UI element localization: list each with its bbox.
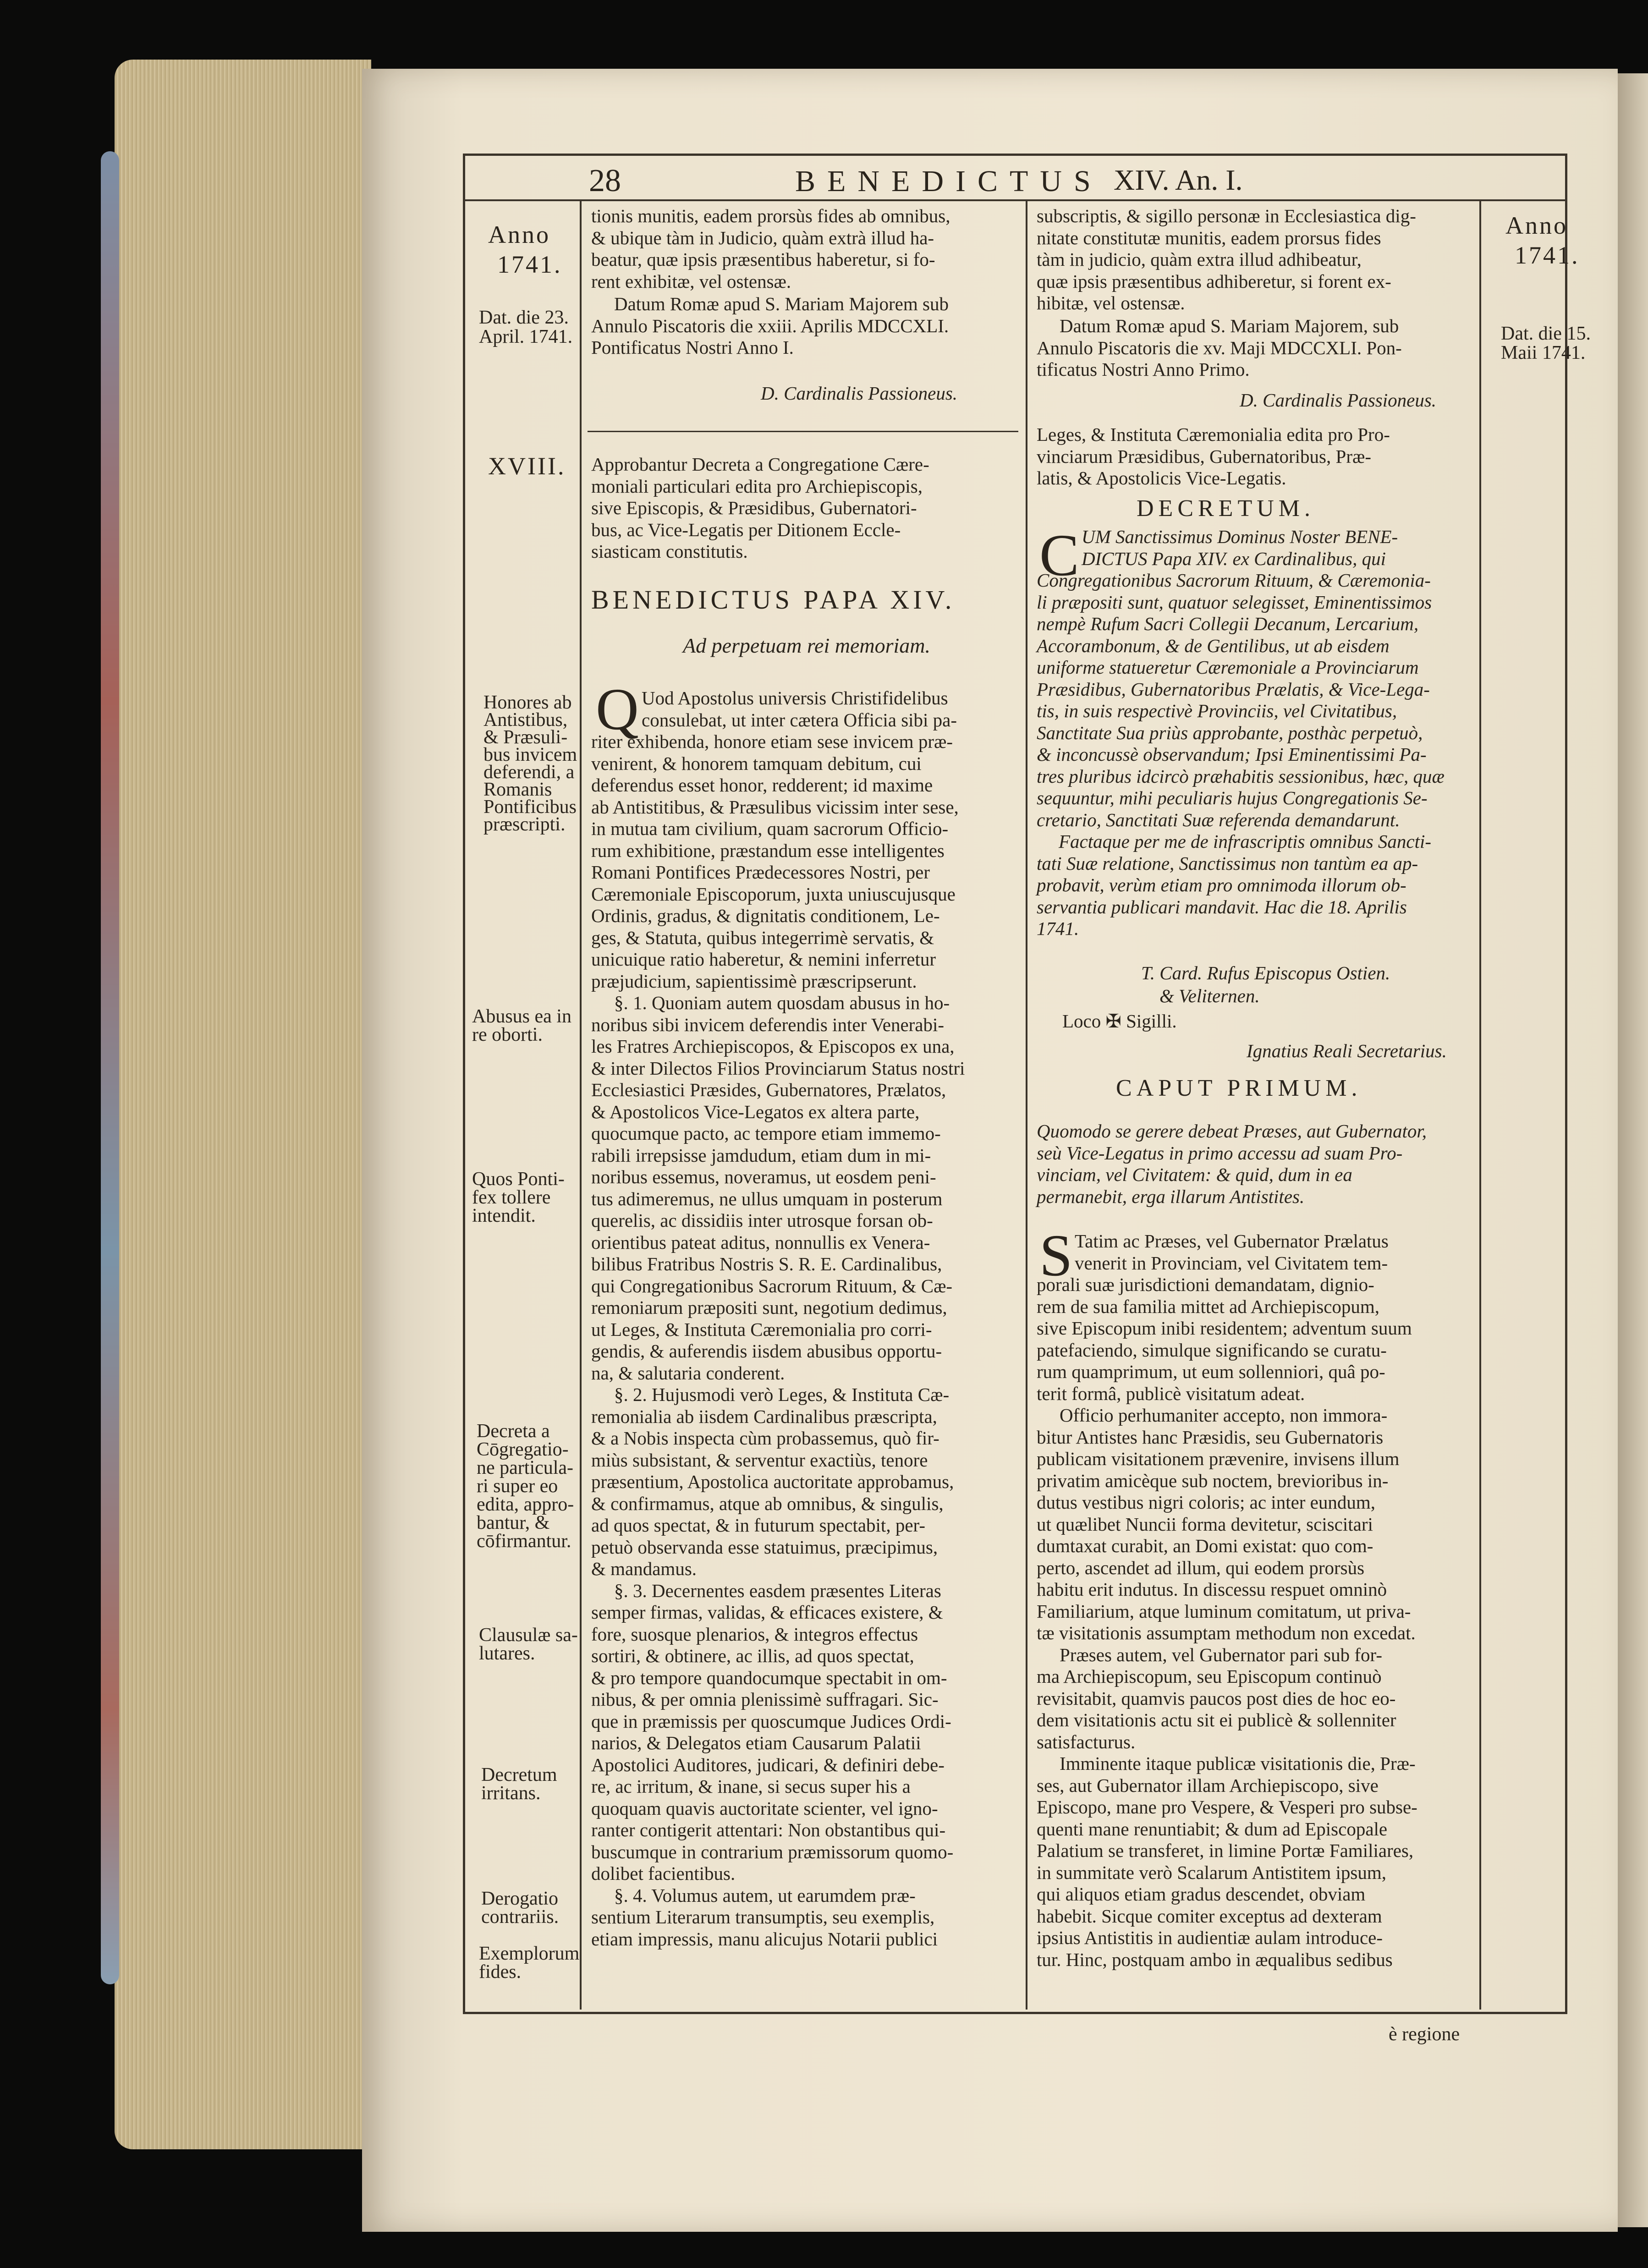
datum-line: Datum Romæ apud S. Mariam Majorem, sub xyxy=(1060,315,1399,336)
text-line: præsentium, Apostolica auctoritate approbamus, xyxy=(591,1471,954,1492)
note-line: bantur, & xyxy=(477,1512,550,1533)
text-line: terit formâ, publicè visitatum adeat. xyxy=(1037,1383,1305,1404)
text-line: publicam visitationem prævenire, invisens illum xyxy=(1037,1448,1400,1469)
summary-line: sive Episcopis, & Præsidibus, Gubernatori- xyxy=(591,497,917,518)
decretum-line: DICTUS Papa XIV. ex Cardinalibus, qui xyxy=(1082,548,1386,569)
drop-cap: C xyxy=(1039,522,1079,588)
text-line: querelis, ac dissidiis inter utrosque forsan ob- xyxy=(591,1210,933,1231)
leges-line: latis, & Apostolicis Vice-Legatis. xyxy=(1037,467,1286,489)
text-line: præjudicium, sapientissimè præscripserunt. xyxy=(591,970,917,992)
text-line: Tatim ac Præses, vel Gubernator Prælatus xyxy=(1075,1230,1389,1252)
text-line: ses, aut Gubernator illam Archiepiscopo, sive xyxy=(1037,1774,1379,1796)
note-line: deferendi, a xyxy=(483,762,575,783)
note-line: bus invicem xyxy=(483,744,577,765)
note-line: Exemplorum xyxy=(479,1943,580,1964)
text-line: deferendus esset honor, redderent; id maxime xyxy=(591,774,933,796)
text-line: privatim amicèque sub noctem, brevioribus in- xyxy=(1037,1470,1389,1491)
summary-line: moniali particulari edita pro Archiepiscopis, xyxy=(591,475,923,497)
note-line: ri super eo xyxy=(477,1476,558,1497)
note-line: fides. xyxy=(479,1961,522,1982)
text-line: subscriptis, & sigillo personæ in Ecclesiastica dig- xyxy=(1037,205,1416,226)
decretum-heading: DECRETUM. xyxy=(1137,495,1315,522)
text-line: quæ ipsis præsentibus adhiberetur, si forent ex- xyxy=(1037,270,1391,292)
caput-subtitle-line: Quomodo se gerere debeat Præses, aut Gubernator, xyxy=(1037,1120,1427,1142)
text-line: Episcopo, mane pro Vespere, & Vesperi pro subse- xyxy=(1037,1796,1417,1818)
text-line: ut Leges, & Instituta Cæremonialia pro corri- xyxy=(591,1318,932,1340)
note-line: contrariis. xyxy=(481,1906,559,1928)
note-line: ne particula- xyxy=(477,1457,574,1478)
text-line: Romani Pontifices Prædecessores Nostri, per xyxy=(591,862,930,883)
text-line: Apostolici Auditores, judicari, & definiri debe- xyxy=(591,1754,945,1775)
right-margin-date-2: Maii 1741. xyxy=(1501,342,1586,363)
note-line: & Præsuli- xyxy=(483,727,568,748)
text-line: rum quamprimum, ut eum sollenniori, quâ po- xyxy=(1037,1361,1385,1382)
text-line: remoniarum præpositi sunt, negotium dedimus, xyxy=(591,1297,947,1318)
text-line: patefaciendo, simulque significando se curatu- xyxy=(1037,1339,1387,1361)
note-line: Abusus ea in xyxy=(472,1006,571,1027)
text-line: tus adimeremus, ne ullus umquam in posterum xyxy=(591,1188,943,1209)
text-line: perto, ascendet ad illum, qui eodem prorsùs xyxy=(1037,1557,1365,1578)
margin-year: 1741. xyxy=(497,251,562,278)
decretum-line: 1741. xyxy=(1037,918,1079,939)
text-line: sive Episcopum inibi residentem; adventum suum xyxy=(1037,1318,1412,1339)
text-line: Præses autem, vel Gubernator pari sub for- xyxy=(1060,1644,1382,1665)
text-line: nitate constitutæ munitis, eadem prorsus fides xyxy=(1037,227,1381,248)
text-line: porali suæ jurisdictioni demandatam, dignio- xyxy=(1037,1274,1374,1295)
signature: D. Cardinalis Passioneus. xyxy=(1240,390,1437,411)
text-line: consulebat, ut inter cætera Officia sibi pa- xyxy=(642,709,957,730)
running-title: BENEDICTUS xyxy=(795,165,1103,198)
text-line: semper firmas, validas, & efficaces existere, & xyxy=(591,1602,943,1623)
note-line: Honores ab xyxy=(483,692,572,713)
margin-date-1: Dat. die 23. xyxy=(479,307,569,328)
text-line: qui Congregationibus Sacrorum Rituum, & Cæ- xyxy=(591,1275,953,1296)
decretum-line: uniforme statueretur Cæremoniale a Provinciarum xyxy=(1037,657,1419,678)
note-line: Romanis xyxy=(483,779,552,800)
text-line: ranter contigerit attentari: Non obstantibus qui- xyxy=(591,1819,946,1840)
text-line: §. 4. Volumus autem, ut earumdem præ- xyxy=(614,1884,916,1906)
text-line: §. 1. Quoniam autem quosdam abusus in ho- xyxy=(614,992,950,1013)
text-line: hibitæ, vel ostensæ. xyxy=(1037,292,1185,313)
document-subtitle: Ad perpetuam rei memoriam. xyxy=(683,634,930,657)
note-line: fex tollere xyxy=(472,1187,551,1208)
secretary-signature: Ignatius Reali Secretarius. xyxy=(1247,1040,1447,1061)
text-line: & ubique tàm in Judicio, quàm extrà illud ha- xyxy=(591,227,934,248)
summary-line: bus, ac Vice-Legatis per Ditionem Eccle- xyxy=(591,519,901,540)
decretum-line: Sanctitate Sua priùs approbante, posthàc perpetuò, xyxy=(1037,722,1423,743)
note-line: re oborti. xyxy=(472,1024,543,1045)
text-line: & mandamus. xyxy=(591,1558,697,1579)
left-margin-rule xyxy=(580,199,582,2010)
note-line: Clausulæ sa- xyxy=(479,1625,578,1646)
text-line: Ecclesiastici Præsides, Gubernatores, Prælatos, xyxy=(591,1079,946,1100)
text-line: que in præmissis per quoscumque Judices Ordi- xyxy=(591,1710,951,1732)
text-line: & a Nobis inspecta cùm probassemus, quò fir- xyxy=(591,1428,939,1449)
note-line: edita, appro- xyxy=(477,1494,574,1515)
note-line: Antistibus, xyxy=(483,709,568,730)
decretum-line: tis, in suis respectivè Provinciis, vel Civitatibus, xyxy=(1037,700,1397,721)
leges-line: vinciarum Præsidibus, Gubernatoribus, Præ- xyxy=(1037,445,1371,467)
text-line: gendis, & auferendis iisdem abusibus opportu- xyxy=(591,1340,942,1362)
text-line: quoquam quavis auctoritate scienter, vel igno- xyxy=(591,1797,938,1819)
note-line: lutares. xyxy=(479,1643,535,1664)
catchword: è regione xyxy=(1389,2024,1460,2045)
text-line: orientibus pateat aditus, nonnullis ex Venera- xyxy=(591,1231,930,1253)
text-line: Officio perhumaniter accepto, non immora- xyxy=(1060,1405,1388,1426)
datum-line: Annulo Piscatoris die xxiii. Aprilis MDCCXLI. xyxy=(591,315,949,336)
text-line: & confirmamus, atque ab omnibus, & singulis, xyxy=(591,1493,944,1514)
note-line: intendit. xyxy=(472,1205,536,1226)
datum-line: Annulo Piscatoris die xv. Maji MDCCXLI. Pon- xyxy=(1037,337,1402,358)
text-line: remonialia ab iisdem Cardinalibus præscripta, xyxy=(591,1406,937,1427)
text-line: bilibus Fratribus Nostris S. R. E. Cardinalibus, xyxy=(591,1253,942,1274)
right-margin-rule xyxy=(1479,199,1481,2010)
decretum-line: tati Suæ relatione, Sanctissimus non tantùm ea ap- xyxy=(1037,852,1418,874)
text-line: Ordinis, gradus, & dignitatis conditionem, Le- xyxy=(591,905,940,926)
text-line: tur. Hinc, postquam ambo in æqualibus sedibus xyxy=(1037,1949,1393,1970)
text-line: fore, suosque plenarios, & integros effectus xyxy=(591,1623,918,1645)
text-line: miùs subsistant, & serventur exactiùs, tenore xyxy=(591,1449,928,1471)
text-line: quocumque pacto, ac tempore etiam immemo- xyxy=(591,1123,941,1144)
page-number: 28 xyxy=(589,163,621,198)
note-line: irritans. xyxy=(481,1783,541,1804)
datum-line: Datum Romæ apud S. Mariam Majorem sub xyxy=(614,293,949,314)
text-line: ad quos spectat, & in futurum spectabit, per- xyxy=(591,1515,926,1536)
text-line: venerit in Provinciam, vel Civitatem tem- xyxy=(1075,1252,1388,1274)
book-fore-edge xyxy=(115,60,371,2149)
text-line: & inter Dilectos Filios Provinciarum Status nostri xyxy=(591,1057,965,1079)
running-title-right: XIV. An. I. xyxy=(1114,164,1243,196)
decretum-line: nempè Rufum Sacri Collegii Decanum, Lercarium, xyxy=(1037,613,1419,634)
decretum-line: servantia publicari mandavit. Hac die 18. Aprilis xyxy=(1037,896,1407,917)
text-line: rent exhibitæ, vel ostensæ. xyxy=(591,270,791,292)
datum-line: tificatus Nostri Anno Primo. xyxy=(1037,359,1250,380)
text-line: habitu erit indutus. In discessu respuet omninò xyxy=(1037,1579,1387,1600)
text-line: §. 3. Decernentes easdem præsentes Literas xyxy=(614,1580,941,1601)
text-line: sortiri, & obtinere, ac illis, ad quos spectat, xyxy=(591,1645,914,1666)
decretum-line: li præpositi sunt, quatuor selegisset, Eminentissimos xyxy=(1037,591,1432,613)
text-line: quenti mane renuntiabit; & dum ad Episcopale xyxy=(1037,1818,1388,1840)
text-line: dutus vestibus nigri coloris; ac inter eundum, xyxy=(1037,1492,1376,1513)
text-line: riter exhibenda, honore etiam sese invicem præ- xyxy=(591,731,953,752)
text-line: §. 2. Hujusmodi verò Leges, & Instituta Cæ- xyxy=(614,1384,950,1405)
text-line: tæ visitationis assumptam methodum non excedat. xyxy=(1037,1622,1416,1643)
note-line: Pontificibus xyxy=(483,796,577,818)
text-line: ma Archiepiscopum, seu Episcopum continuò xyxy=(1037,1666,1382,1687)
text-line: noribus sibi invicem deferendis inter Venerabi- xyxy=(591,1014,945,1035)
text-line: tionis munitis, eadem prorsùs fides ab omnibus, xyxy=(591,205,950,226)
right-margin-anno: Anno xyxy=(1505,212,1568,239)
text-line: bitur Antistes hanc Præsidis, seu Gubernatoris xyxy=(1037,1426,1384,1448)
text-line: ges, & Statuta, quibus integerrimè servatis, & xyxy=(591,927,934,948)
note-line: præscripti. xyxy=(483,814,566,835)
text-line: unicuique ratio haberetur, & nemini inferretur xyxy=(591,949,936,970)
text-line: in summitate verò Scalarum Antistitem ipsum, xyxy=(1037,1862,1386,1883)
seal-line: Loco ✠ Sigilli. xyxy=(1062,1010,1177,1032)
text-line: tàm in judicio, quàm extra illud adhibeatur, xyxy=(1037,249,1362,270)
document-title: BENEDICTUS PAPA XIV. xyxy=(591,585,956,615)
decretum-line: Factaque per me de infrascriptis omnibus Sancti- xyxy=(1059,831,1432,852)
text-line: in mutua tam civilium, quam sacrorum Officio- xyxy=(591,818,949,839)
text-line: etiam impressis, manu alicujus Notarii publici xyxy=(591,1928,938,1949)
right-margin-date-1: Dat. die 15. xyxy=(1501,323,1591,344)
decretum-line: cretario, Sanctitati Suæ referenda demandarunt. xyxy=(1037,809,1400,830)
text-line: na, & salutaria conderent. xyxy=(591,1362,785,1384)
text-line: revisitabit, quamvis paucos post dies de hoc eo- xyxy=(1037,1687,1396,1709)
text-line: Familiarium, atque luminum comitatum, ut priva- xyxy=(1037,1600,1411,1622)
decretum-line: sequuntur, mihi peculiaris hujus Congregationis Se- xyxy=(1037,787,1428,808)
text-line: rem de sua familia mittet ad Archiepiscopum, xyxy=(1037,1296,1380,1317)
decretum-line: & inconcussè observandum; Ipsi Eminentissimi Pa- xyxy=(1037,744,1427,765)
decretum-line: UM Sanctissimus Dominus Noster BENE- xyxy=(1082,526,1398,547)
note-line: Derogatio xyxy=(481,1888,558,1909)
decretum-line: tres pluribus idcircò præhabitis sessionibus, hæc, quæ xyxy=(1037,765,1445,787)
note-line: Decreta a xyxy=(477,1421,550,1442)
cardinal-signature: T. Card. Rufus Episcopus Ostien. xyxy=(1141,962,1390,983)
text-line: narios, & Delegatos etiam Causarum Palatii xyxy=(591,1732,921,1753)
decretum-line: Præsidibus, Gubernatoribus Prælatis, & Vice-Lega- xyxy=(1037,678,1430,700)
text-line: les Fratres Archiepiscopos, & Episcopos ex una, xyxy=(591,1036,955,1057)
section-rule xyxy=(588,431,1018,432)
text-line: Cæremoniale Episcoporum, juxta uniuscujusque xyxy=(591,883,956,905)
text-line: satisfacturus. xyxy=(1037,1731,1136,1752)
caput-heading: CAPUT PRIMUM. xyxy=(1116,1075,1362,1101)
text-line: habebit. Sicque comiter exceptus ad dexteram xyxy=(1037,1905,1382,1927)
caput-subtitle-line: vinciam, vel Civitatem: & quid, dum in ea xyxy=(1037,1164,1352,1185)
note-line: Decretum xyxy=(481,1764,557,1785)
note-line: cōfirmantur. xyxy=(477,1531,571,1552)
header-rule xyxy=(463,199,1565,201)
text-line: Palatium se transferet, in limine Portæ Familiares, xyxy=(1037,1840,1414,1861)
text-line: nibus, & per omnia plenissimè suffragari. Sic- xyxy=(591,1689,939,1710)
text-line: dolibet facientibus. xyxy=(591,1863,736,1884)
cardinal-signature-2: & Veliternen. xyxy=(1159,985,1260,1006)
summary-line: Approbantur Decreta a Congregatione Cære- xyxy=(591,454,929,475)
signature: D. Cardinalis Passioneus. xyxy=(761,383,958,404)
text-line: ab Antistitibus, & Præsulibus vicissim inter sese, xyxy=(591,796,959,818)
drop-cap: Q xyxy=(596,676,639,742)
text-line: sentium Literarum transumptis, seu exemplis, xyxy=(591,1906,935,1928)
text-line: ipsius Antistitis in audientiæ aulam introduce- xyxy=(1037,1927,1383,1948)
caput-subtitle-line: permanebit, erga illarum Antistites. xyxy=(1037,1186,1305,1207)
text-line: rum exhibitione, præstandum esse intelligentes xyxy=(591,840,945,861)
text-line: petuò observanda esse statuimus, præcipimus, xyxy=(591,1536,938,1558)
caput-subtitle-line: seù Vice-Legatus in primo accessu ad suam Pro- xyxy=(1037,1142,1403,1164)
note-line: Quos Ponti- xyxy=(472,1169,565,1190)
decretum-line: Accorambonum, & de Gentilibus, ut ab eisdem xyxy=(1037,635,1390,656)
text-line: Imminente itaque publicæ visitationis die, Præ- xyxy=(1060,1753,1416,1774)
margin-anno: Anno xyxy=(488,221,550,248)
text-line: qui aliquos etiam gradus descendet, obviam xyxy=(1037,1884,1366,1905)
text-line: noribus essemus, noveramus, ut eosdem peni- xyxy=(591,1166,936,1187)
text-line: beatur, quæ ipsis præsentibus haberetur, si fo- xyxy=(591,249,935,270)
leges-line: Leges, & Instituta Cæremonialia edita pro Pro- xyxy=(1037,424,1390,445)
margin-date-2: April. 1741. xyxy=(479,326,573,347)
text-line: & pro tempore quandocumque spectabit in om- xyxy=(591,1667,947,1688)
text-line: Uod Apostolus universis Christifidelibus xyxy=(642,687,948,708)
summary-line: siasticam constitutis. xyxy=(591,541,748,562)
text-line: venirent, & honorem tamquam debitum, cui xyxy=(591,752,922,774)
section-number: XVIII. xyxy=(488,452,566,480)
decretum-line: probavit, verùm etiam pro omnimoda illorum ob- xyxy=(1037,874,1406,895)
text-line: dumtaxat curabit, an Domi existat: quo com- xyxy=(1037,1535,1373,1556)
note-line: Cōgregatio- xyxy=(477,1439,569,1460)
drop-cap: S xyxy=(1039,1223,1073,1289)
datum-line: Pontificatus Nostri Anno I. xyxy=(591,337,794,358)
text-line: buscumque in contrarium præmissorum quomo- xyxy=(591,1841,954,1862)
column-rule xyxy=(1026,199,1027,2010)
text-line: & Apostolicos Vice-Legatos ex altera parte, xyxy=(591,1101,920,1122)
right-margin-year: 1741. xyxy=(1515,242,1580,269)
text-line: re, ac irritum, & inane, si secus super his a xyxy=(591,1776,911,1797)
text-line: dem visitationis actu sit ei publicè & sollenniter xyxy=(1037,1709,1396,1730)
decretum-line: Congregationibus Sacrorum Rituum, & Cæremonia- xyxy=(1037,570,1431,591)
text-line: rabili irrepsisse jamdudum, etiam dum in mi- xyxy=(591,1144,931,1166)
text-line: ut quælibet Nuncii forma devitetur, sciscitari xyxy=(1037,1513,1373,1535)
